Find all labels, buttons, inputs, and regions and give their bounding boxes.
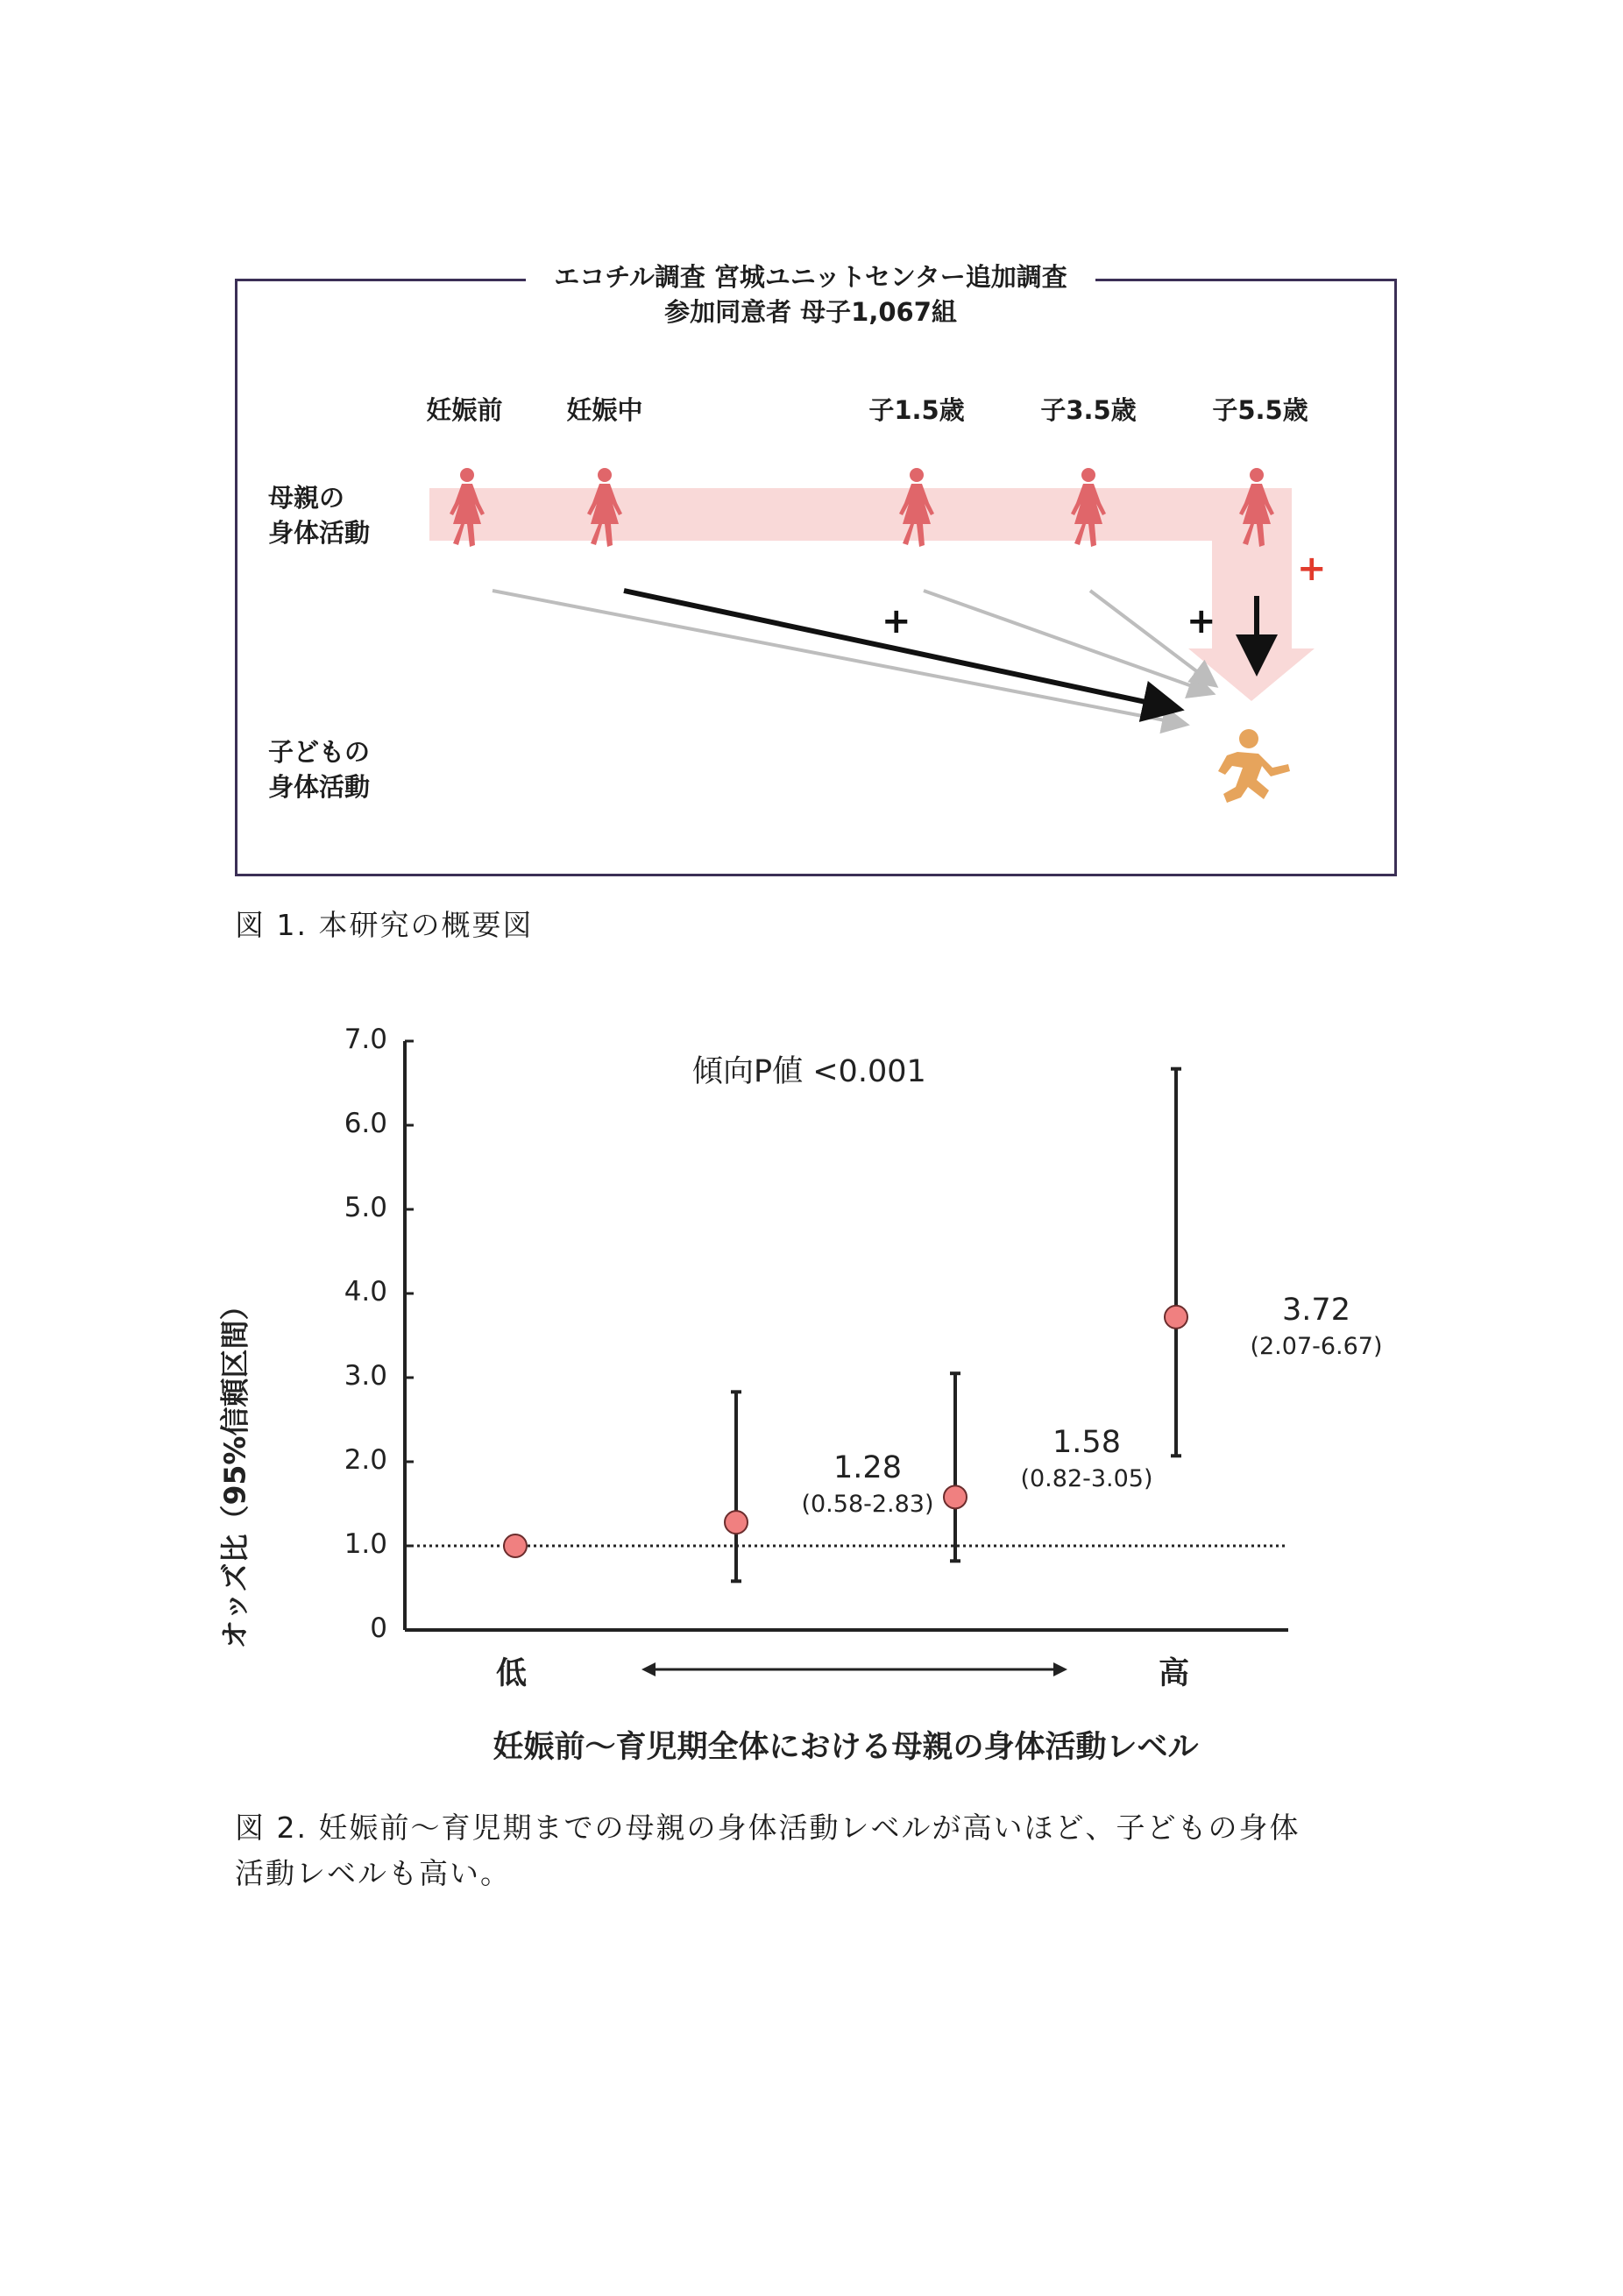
figure2-caption-line2: 活動レベルも高い。: [235, 1856, 511, 1890]
ci-label: (0.82-3.05): [1020, 1465, 1153, 1493]
stage-label-child-3-5: 子3.5歳: [1040, 395, 1137, 425]
odds-ratio-label: 1.28: [833, 1450, 902, 1486]
figure2-caption: [235, 1805, 1300, 1896]
child-label-line1: 子どもの: [268, 737, 371, 767]
stage-label-child-5-5: 子5.5歳: [1212, 395, 1308, 425]
odds-ratio-point: [725, 1511, 748, 1534]
mother-label-line2: 身体活動: [268, 518, 371, 548]
plus-sign-middle: +: [882, 601, 911, 641]
y-tick-label: 2.0: [344, 1444, 387, 1476]
odds-ratio-label: 3.72: [1282, 1292, 1350, 1328]
y-tick-label: 1.0: [344, 1528, 387, 1560]
plus-sign-right: +: [1187, 601, 1216, 641]
figure1-title-line1: エコチル調査 宮城ユニットセンター追加調査: [554, 262, 1067, 292]
y-tick-label: 6.0: [344, 1108, 387, 1139]
odds-ratio-label: 1.58: [1052, 1425, 1121, 1461]
stage-label-child-1-5: 子1.5歳: [868, 395, 965, 425]
y-tick-label: 0: [370, 1612, 387, 1644]
odds-ratio-point: [504, 1534, 527, 1557]
p-trend-label: 傾向P値 <0.001: [692, 1054, 926, 1089]
plus-sign-red: +: [1297, 549, 1327, 589]
y-tick-label: 7.0: [344, 1024, 387, 1055]
y-axis-label-text: オッズ比（95%信頼区間）: [217, 1291, 252, 1649]
mother-label-line1: 母親の: [268, 483, 345, 513]
ci-label: (0.58-2.83): [801, 1491, 934, 1519]
y-tick-label: 3.0: [344, 1360, 387, 1392]
stage-label-pre-pregnancy: 妊娠前: [426, 395, 503, 425]
x-label-low: 低: [496, 1656, 528, 1691]
stage-label-pregnancy: 妊娠中: [566, 395, 643, 425]
figure1-caption: 図 1. 本研究の概要図: [235, 908, 534, 942]
child-label-line2: 身体活動: [268, 772, 371, 802]
figure2-caption-line1: 図 2. 妊娠前〜育児期までの母親の身体活動レベルが高いほど、子どもの身体: [235, 1811, 1301, 1845]
ci-label: (2.07-6.67): [1250, 1332, 1383, 1360]
odds-ratio-point: [1165, 1306, 1187, 1329]
y-tick-label: 4.0: [344, 1276, 387, 1307]
y-tick-label: 5.0: [344, 1192, 387, 1223]
x-direction-arrow: [640, 1656, 1069, 1683]
x-label-high: 高: [1159, 1656, 1190, 1691]
figure1-title-line2: 参加同意者 母子1,067組: [664, 297, 957, 327]
x-axis-title: 妊娠前〜育児期全体における母親の身体活動レベル: [493, 1730, 1199, 1765]
